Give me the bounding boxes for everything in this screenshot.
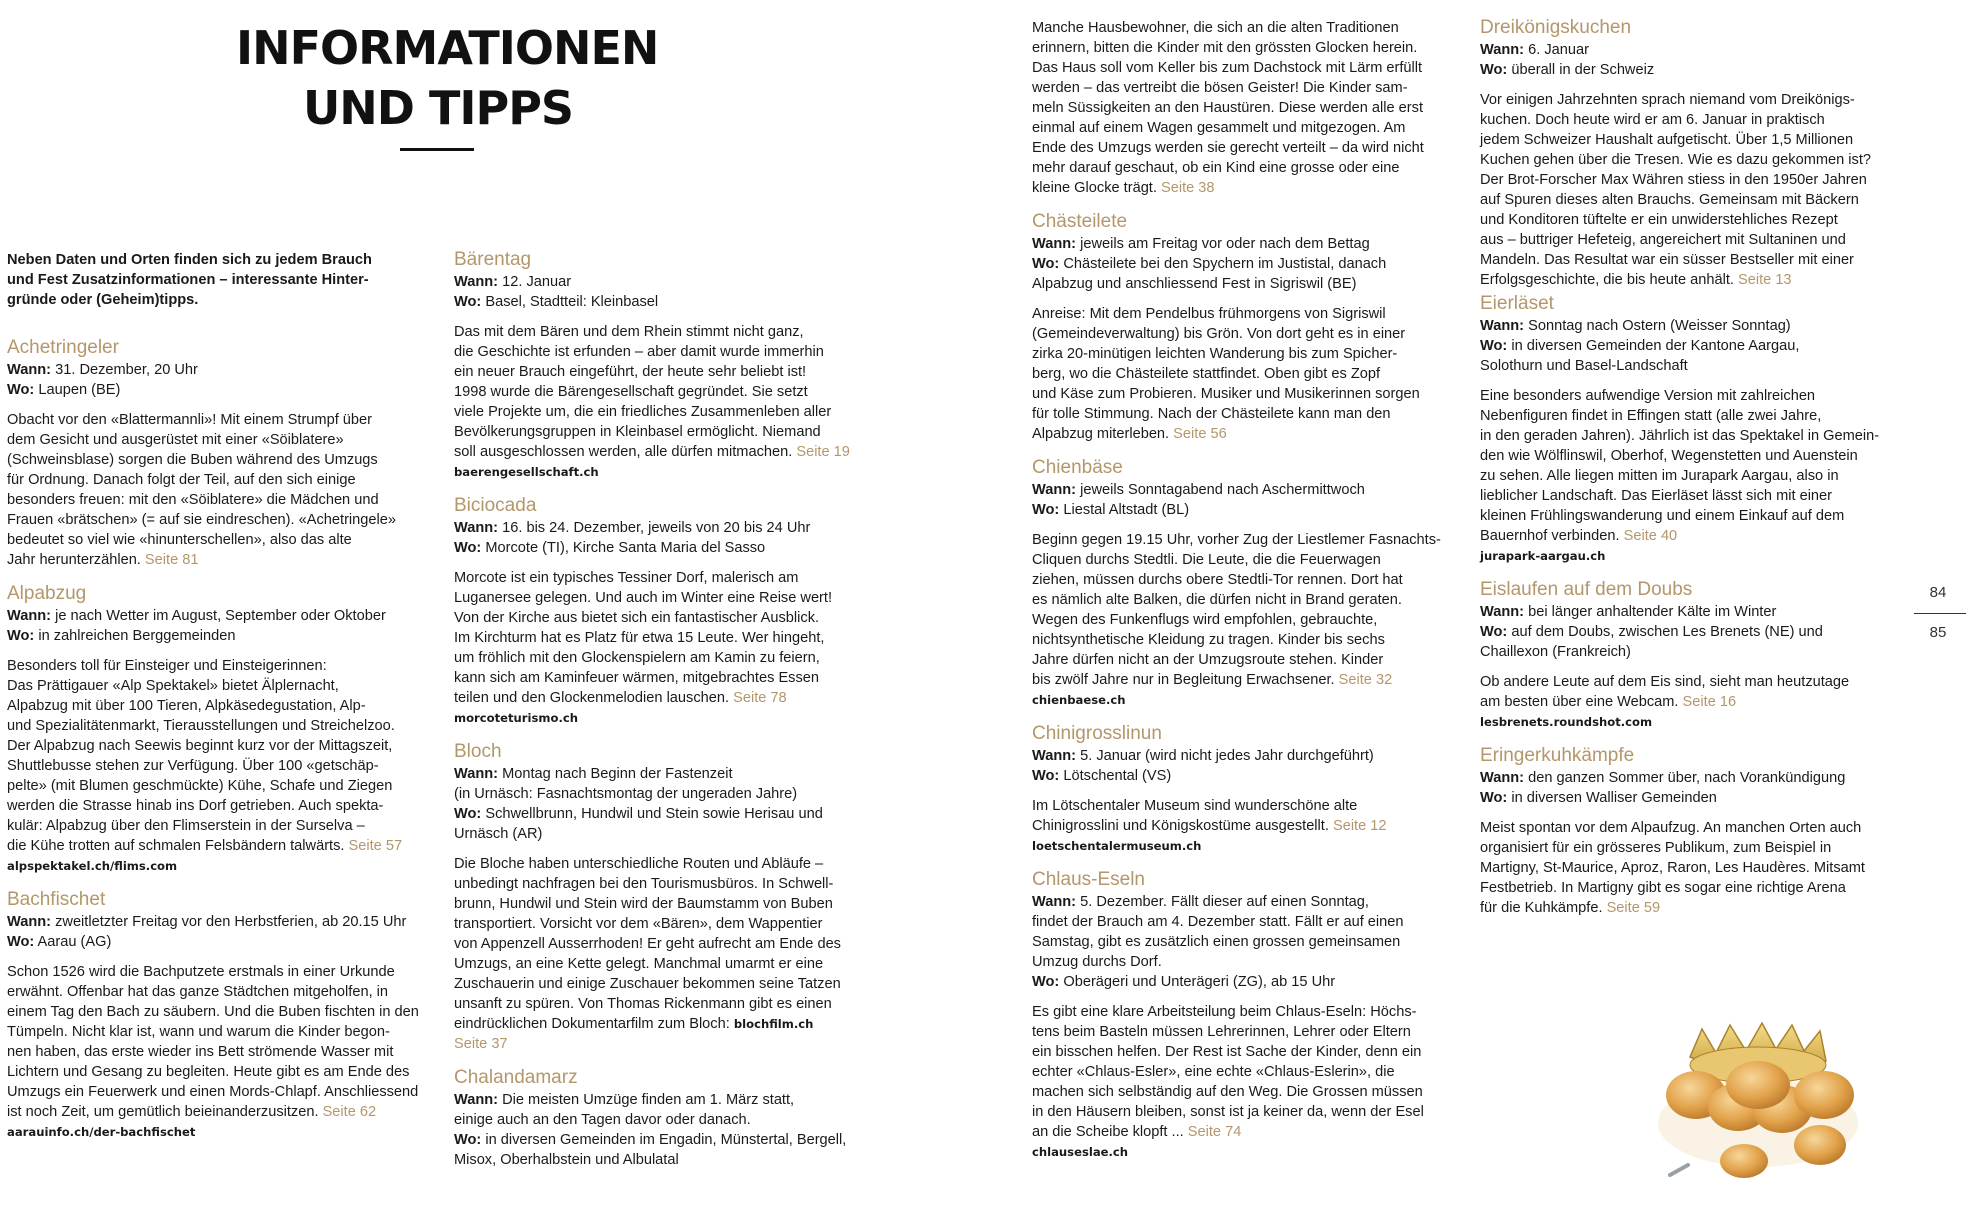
title-line-2: UND TIPPS <box>302 81 574 135</box>
entry-description <box>1032 530 1452 690</box>
when-value: jeweils Sonntagabend nach Aschermittwoch <box>1080 482 1365 498</box>
when-value: bei länger anhaltender Kälte im Winter <box>1528 604 1777 620</box>
description-text: Anreise: Mit dem Pendelbus frühmorgens von Sigriswil (Gemeindeverwaltung) bis Grön. Von dort geht es in einer zirka 20-minütigen leichten Wanderung bis zum Spicher- berg, wo die Chästeilete stattfindet. Oben gibt es Zopf und Käse zum Probieren. Musiker und Musikerinnen sorgen für tolle Stimmung. Nach der Chästeilete kann man den Alpabzug miterleben. <box>1032 306 1420 442</box>
page-reference: Seite 16 <box>1682 694 1737 710</box>
page-number-right: 85 <box>1929 624 1947 641</box>
entry-when <box>1032 746 1452 766</box>
entry-where <box>1480 622 1900 662</box>
page-reference: Seite 62 <box>322 1104 377 1120</box>
where-label: Wo: <box>1480 624 1508 640</box>
where-label: Wo: <box>454 294 482 310</box>
when-value: 5. Januar (wird nicht jedes Jahr durchgeführt) <box>1080 748 1374 764</box>
entry-where <box>454 538 874 558</box>
page-reference: Seite 78 <box>733 690 787 706</box>
description-text: Ob andere Leute auf dem Eis sind, sieht man heutzutage am besten über eine Webcam. <box>1480 674 1850 710</box>
entry-where <box>454 1130 874 1170</box>
where-label: Wo: <box>1032 502 1060 518</box>
entry-when <box>1032 892 1452 972</box>
where-label: Wo: <box>454 1132 482 1148</box>
entry-heading: Chienbäse <box>1032 457 1123 478</box>
entry-eringerkuhkaempfe <box>1480 744 1900 918</box>
where-label: Wo: <box>7 382 35 398</box>
entry-where <box>1032 254 1452 294</box>
entry-where <box>7 380 427 400</box>
website-link[interactable]: jurapark-aargau.ch <box>1480 549 1606 563</box>
entry-description <box>7 656 427 856</box>
when-label: Wann: <box>1480 42 1525 58</box>
page-reference: Seite 13 <box>1738 272 1792 288</box>
entry-where <box>7 932 427 952</box>
when-value: 12. Januar <box>502 274 572 290</box>
entry-description <box>1480 90 1900 290</box>
where-value: in diversen Gemeinden im Engadin, Münstertal, Bergell, Misox, Oberhalbstein und Albulatal <box>454 1132 847 1168</box>
page-reference: Seite 38 <box>1160 180 1215 196</box>
entry-where <box>1480 60 1900 80</box>
entry-where <box>1480 336 1900 376</box>
description-text: Besonders toll für Einsteiger und Einsteigerinnen: Das Prättigauer «Alp Spektakel» bietet Älplernacht, Alpabzug mit über 100 Tieren, Alpkäsedegustation, Alp- und Spezialitätenmarkt, Tierausstellungen und Streichelzoo. Der Alpabzug nach Seewis beginnt kurz vor der Mittagszeit, Shuttlebusse stehen zur Verfügung. Über 100 «getschäp- pelte» (mit Blumen geschmückte) Kühe, Schafe und Ziegen werden die Strasse hinab ins Dorf getrieben. Auch spekta- kulär: Alpabzug über den Flimserstein in der Surselva – die Kühe trotten auf schmalen Felsbändern talwärts. <box>7 658 395 854</box>
entry-alpabzug <box>7 582 427 876</box>
when-label: Wann: <box>1032 482 1077 498</box>
entry-where <box>1032 972 1452 992</box>
when-value: 16. bis 24. Dezember, jeweils von 20 bis 24 Uhr <box>502 520 811 536</box>
where-label: Wo: <box>1032 768 1060 784</box>
where-value: Oberägeri und Unterägeri (ZG), ab 15 Uhr <box>1063 974 1336 990</box>
entry-heading: Chlaus-Eseln <box>1032 869 1145 890</box>
description-text: Schon 1526 wird die Bachputzete erstmals in einer Urkunde erwähnt. Offenbar hat das ganze Städtchen mitgeholfen, in einem Tag den Bach zu säubern. Und die Buben fischten in den Tümpeln. Nicht klar ist, wann und warum die Kinder begon- nen haben, das erste wieder ins Bett strömende Wasser mit Lichtern und Gesang zu begleiten. Heute gibt es am Ende des Umzugs ein Feuerwerk und einen Mords-Chlapf. Anschliessend ist noch Zeit, um gemütlich beieinanderzusitzen. <box>7 964 419 1120</box>
website-link[interactable]: alpspektakel.ch/flims.com <box>7 859 178 873</box>
intro-text: Neben Daten und Orten finden sich zu jedem Brauch und Fest Zusatzinformationen – interessante Hinter- gründe oder (Geheim)tipps. <box>7 252 372 308</box>
page-title <box>236 18 659 138</box>
where-value: überall in der Schweiz <box>1511 62 1655 78</box>
description-text: Eine besonders aufwendige Version mit zahlreichen Nebenfiguren findet in Effingen statt (alle zwei Jahre, in den geraden Jahren). Jährlich ist das Spektakel in Gemein- den wie Wölflinswil, Oberhof, Wegenstetten und Auenstein zu sehen. Alle liegen mitten im Jurapark Aargau, also in lieblicher Landschaft. Das Eierläset lässt sich mit einer kleinen Frühlingswanderung und einem Einkauf auf dem Bauernhof verbinden. <box>1480 388 1880 544</box>
where-value: in diversen Gemeinden der Kantone Aargau, Solothurn und Basel-Landschaft <box>1480 338 1800 374</box>
entry-heading: Bärentag <box>454 249 532 270</box>
entry-when <box>7 912 427 932</box>
entry-where <box>7 626 427 646</box>
description-text: Beginn gegen 19.15 Uhr, vorher Zug der Liestlemer Fasnachts- Cliquen durchs Stedtli. Die Leute, die die Feuerwagen ziehen, müssen durchs obere Stedtli-Tor rennen. Dort hat es nämlich alte Balken, die dürfen nicht in Brand geraten. Wegen des Funkenflugs wird empfohlen, gebrauchte, nichtsynthetische Kleidung zu tragen. Kinder bis sechs Jahre dürfen nicht an der Umzugsroute stehen. Kinder bis zwölf Jahre nur in Begleitung Erwachsener. <box>1032 532 1441 688</box>
entry-chinigrosslinun <box>1032 722 1452 856</box>
website-link[interactable]: loetschentalermuseum.ch <box>1032 839 1202 853</box>
entry-heading: Achetringeler <box>7 337 119 358</box>
where-value: in diversen Walliser Gemeinden <box>1511 790 1717 806</box>
entry-chaesteilete <box>1032 210 1452 444</box>
when-label: Wann: <box>7 608 52 624</box>
entry-chalandamarz-cont <box>1032 18 1452 198</box>
page-reference: Seite 74 <box>1187 1124 1242 1140</box>
where-label: Wo: <box>1032 974 1060 990</box>
where-label: Wo: <box>7 934 35 950</box>
website-link[interactable]: chlauseslae.ch <box>1032 1145 1129 1159</box>
when-label: Wann: <box>1480 604 1525 620</box>
entry-bachfischet <box>7 888 427 1142</box>
entry-heading: Alpabzug <box>7 583 87 604</box>
entry-when <box>1032 480 1452 500</box>
description-text: Manche Hausbewohner, die sich an die alten Traditionen erinnern, bitten die Kinder mit den grössten Glocken herein. Das Haus soll vom Keller bis zum Dachstock mit Lärm erfüllt werden – das vertreibt die bösen Geister! Die Kinder sam- meln Süssigkeiten an den Haustüren. Diese werden alle erst einmal auf einem Wagen gesammelt und mitgezogen. Am Ende des Umzugs werden sie gerecht verteilt – da wird nicht mehr darauf geschaut, ob ein Kind eine grosse oder eine kleine Glocke trägt. <box>1032 20 1424 196</box>
description-text: Morcote ist ein typisches Tessiner Dorf, malerisch am Luganersee gelegen. Und auch im Winter eine Reise wert! Von der Kirche aus bietet sich ein fantastischer Ausblick. Im Kirchturm hat es Platz für etwa 15 Leute. Wer hingeht, um fröhlich mit den Glockenspielern am Kamin zu feiern, kann sich am Kaminfeuer wärmen, mitgebrachtes Essen teilen und den Glockenmelodien lauschen. <box>454 570 833 706</box>
where-value: Schwellbrunn, Hundwil und Stein sowie Herisau und Urnäsch (AR) <box>454 806 823 842</box>
entry-heading: Dreikönigskuchen <box>1480 17 1632 38</box>
entry-where <box>1032 500 1452 520</box>
entry-chalandamarz <box>454 1066 874 1170</box>
entry-biciocada <box>454 494 874 728</box>
entry-when <box>1480 40 1900 60</box>
entry-when <box>454 1090 874 1130</box>
when-value: 6. Januar <box>1528 42 1589 58</box>
entry-description <box>1480 818 1900 918</box>
description-text: Das mit dem Bären und dem Rhein stimmt nicht ganz, die Geschichte ist erfunden – aber damit wurde immerhin ein neuer Brauch eingeführt, der heute sehr beliebt ist! 1998 wurde die Bärengesellschaft gegründet. Sie setzt viele Projekte um, die ein friedliches Zusammenleben aller Bevölkerungsgruppen in Kleinbasel ermöglicht. Niemand soll ausgeschlossen werden, alle dürfen mitmachen. <box>454 324 832 460</box>
when-label: Wann: <box>454 274 499 290</box>
when-value: Sonntag nach Ostern (Weisser Sonntag) <box>1528 318 1791 334</box>
website-link[interactable]: lesbrenets.roundshot.com <box>1480 715 1653 729</box>
page-reference: Seite 57 <box>348 838 403 854</box>
website-link[interactable]: baerengesellschaft.ch <box>454 465 599 479</box>
entry-where <box>1032 766 1452 786</box>
entry-description <box>1480 672 1900 712</box>
entry-description <box>1480 386 1900 546</box>
entry-description <box>7 410 427 570</box>
description-text: Im Lötschentaler Museum sind wunderschöne alte Chinigrosslini und Königskostüme ausgestellt. <box>1032 798 1358 834</box>
entry-achetringeler <box>7 336 427 570</box>
description-text: Vor einigen Jahrzehnten sprach niemand vom Dreikönigs- kuchen. Doch heute wird er am 6. Januar in praktisch jedem Schweizer Haushalt aufgetischt. Über 1,5 Millionen Kuchen gehen über die Tresen. Wie es dazu gekommen ist? Der Brot-Forscher Max Währen stiess in den 1950er Jahren auf Spuren dieses alten Brauchs. Gemeinsam mit Bäckern und Konditoren tüftelte er ein unwiderstehliches Rezept aus – buttriger Hefeteig, angereichert mit Sultaninen und Mandeln. Das Resultat war ein süsser Bestseller mit einer Erfolgsgeschichte, die bis heute anhält. <box>1480 92 1872 288</box>
website-link[interactable]: chienbaese.ch <box>1032 693 1126 707</box>
entry-heading: Chinigrosslinun <box>1032 723 1162 744</box>
where-label: Wo: <box>454 806 482 822</box>
entry-heading: Eierläset <box>1480 293 1554 314</box>
when-value: Montag nach Beginn der Fastenzeit (in Urnäsch: Fasnachtsmontag der ungeraden Jahre) <box>454 766 798 802</box>
where-value: Laupen (BE) <box>38 382 121 398</box>
dreikoenigskuchen-illustration <box>1630 1015 1870 1193</box>
where-label: Wo: <box>1480 790 1508 806</box>
when-value: den ganzen Sommer über, nach Vorankündigung <box>1528 770 1846 786</box>
where-value: Liestal Altstadt (BL) <box>1063 502 1190 518</box>
entry-heading: Chalandamarz <box>454 1067 578 1088</box>
where-value: Chästeilete bei den Spychern im Justistal, danach Alpabzug und anschliessend Fest in Sigriswil (BE) <box>1032 256 1387 292</box>
entry-when <box>454 764 874 804</box>
entry-when <box>1480 768 1900 788</box>
entry-baerentag <box>454 248 874 482</box>
entry-heading: Chästeilete <box>1032 211 1128 232</box>
entry-heading: Eislaufen auf dem Doubs <box>1480 579 1693 600</box>
where-label: Wo: <box>454 540 482 556</box>
when-label: Wann: <box>1480 318 1525 334</box>
page-reference: Seite 12 <box>1332 818 1387 834</box>
where-value: auf dem Doubs, zwischen Les Brenets (NE) und Chaillexon (Frankreich) <box>1480 624 1823 660</box>
entry-eislaufen <box>1480 578 1900 732</box>
where-value: Lötschental (VS) <box>1063 768 1172 784</box>
page-number-left: 84 <box>1929 584 1947 601</box>
description-text: Obacht vor den «Blattermannli»! Mit einem Strumpf über dem Gesicht und ausgerüstet mit einer «Söiblatere» (Schweinsblase) sorgen die Buben während des Umzugs für Ordnung. Danach folgt der Teil, auf den sich einige besonders freuen: mit den «Söiblatere» die Mädchen und Frauen «brätschen» (= auf sie eindreschen). «Achetringele» bedeutet so viel wie «hinunterschellen», also das alte Jahr herunterzählen. <box>7 412 397 568</box>
when-value: 5. Dezember. Fällt dieser auf einen Sonntag, findet der Brauch am 4. Dezember statt. Fällt er auf einen Samstag, gibt es zusätzlich einen grossen gemeinsamen Umzug durchs Dorf. <box>1032 894 1404 970</box>
when-label: Wann: <box>1480 770 1525 786</box>
entry-when <box>1480 316 1900 336</box>
where-value: Morcote (TI), Kirche Santa Maria del Sasso <box>485 540 766 556</box>
entry-heading: Bloch <box>454 741 502 762</box>
entry-chlaus-eseln <box>1032 868 1452 1162</box>
entry-when <box>454 272 874 292</box>
page-reference: Seite 32 <box>1338 672 1393 688</box>
column-4 <box>1480 16 1900 918</box>
page-reference: Seite 19 <box>796 444 850 460</box>
where-label: Wo: <box>1032 256 1060 272</box>
entry-when <box>1480 602 1900 622</box>
entry-description <box>1032 18 1452 198</box>
page-reference: Seite 56 <box>1173 426 1227 442</box>
title-line-1: INFORMATIONEN <box>236 21 659 75</box>
website-link[interactable]: aarauinfo.ch/der-bachfischet <box>7 1125 196 1139</box>
when-value: je nach Wetter im August, September oder Oktober <box>55 608 386 624</box>
when-label: Wann: <box>1032 894 1077 910</box>
when-label: Wann: <box>454 520 499 536</box>
entry-where <box>454 804 874 844</box>
entry-where <box>454 292 874 312</box>
description-text: Es gibt eine klare Arbeitsteilung beim Chlaus-Eseln: Höchs- tens beim Basteln müssen Lehrerinnen, Lehrer oder Eltern ein bisschen helfen. Der Rest ist Sache der Kinder, denn ein echter «Chlaus-Esler», eine echte «Chlaus-Eslerin», die machen sich selbständig auf den Weg. Die Grossen müssen in den Häusern bleiben, sonst ist ja keiner da, wenn der Esel an die Scheibe klopft ... <box>1032 1004 1424 1140</box>
page-number-divider <box>1914 613 1966 614</box>
column-2 <box>454 248 874 1170</box>
column-3 <box>1032 18 1452 1162</box>
when-value: jeweils am Freitag vor oder nach dem Bettag <box>1080 236 1370 252</box>
when-label: Wann: <box>1032 748 1077 764</box>
entry-when <box>1032 234 1452 254</box>
where-value: in zahlreichen Berggemeinden <box>38 628 236 644</box>
when-label: Wann: <box>7 914 52 930</box>
entry-chienbaese <box>1032 456 1452 710</box>
entry-description <box>454 854 874 1054</box>
entry-when <box>7 606 427 626</box>
entry-description <box>1032 1002 1452 1142</box>
where-value: Aarau (AG) <box>37 934 112 950</box>
where-label: Wo: <box>7 628 35 644</box>
entry-bloch <box>454 740 874 1054</box>
when-value: zweitletzter Freitag vor den Herbstferien, ab 20.15 Uhr <box>55 914 407 930</box>
where-label: Wo: <box>1480 338 1508 354</box>
entry-description <box>1032 796 1452 836</box>
page-reference: Seite 59 <box>1606 900 1661 916</box>
entry-heading: Biciocada <box>454 495 537 516</box>
when-label: Wann: <box>1032 236 1077 252</box>
entry-when <box>454 518 874 538</box>
page-reference: Seite 37 <box>454 1036 508 1052</box>
entry-when <box>7 360 427 380</box>
website-link[interactable]: morcoteturismo.ch <box>454 711 578 725</box>
when-label: Wann: <box>454 766 499 782</box>
entry-description <box>1032 304 1452 444</box>
when-value: Die meisten Umzüge finden am 1. März statt, einige auch an den Tagen davor oder danach. <box>454 1092 795 1128</box>
entry-dreikoenigskuchen <box>1480 16 1900 290</box>
entry-description <box>7 962 427 1122</box>
entry-heading: Eringerkuhkämpfe <box>1480 745 1635 766</box>
when-value: 31. Dezember, 20 Uhr <box>55 362 198 378</box>
title-rule <box>400 148 474 151</box>
entry-heading: Bachfischet <box>7 889 106 910</box>
entry-description <box>454 322 874 462</box>
page-reference: Seite 81 <box>144 552 199 568</box>
when-label: Wann: <box>454 1092 499 1108</box>
description-text: Meist spontan vor dem Alpaufzug. An manchen Orten auch organisiert für ein grösseres Publikum, zum Beispiel in Martigny, St-Maurice, Aproz, Raron, Les Haudères. Mitsamt Festbetrieb. In Martigny gibt es sogar eine richtige Arena für die Kuhkämpfe. <box>1480 820 1865 916</box>
where-label: Wo: <box>1480 62 1508 78</box>
when-label: Wann: <box>7 362 52 378</box>
column-1 <box>7 250 427 1142</box>
entry-where <box>1480 788 1900 808</box>
entry-description <box>454 568 874 708</box>
inline-link[interactable]: blochfilm.ch <box>733 1017 814 1031</box>
description-text: Die Bloche haben unterschiedliche Routen und Abläufe – unbedingt nachfragen bei den Tourismusbüros. In Schwell- brunn, Hundwil und Stein wird der Baumstamm von Buben transportiert. Vorsicht vor dem «Bären», dem Wappentier von Appenzell Ausserrhoden! Er geht aufrecht am Ende des Umzugs, an eine Kette gelegt. Manchmal umarmt er eine Zuschauerin und einige Zuschauer bekommen seine Tatzen unsanft zu spüren. Von Thomas Rickenmann gibt es einen eindrücklichen Dokumentarfilm zum Bloch: <box>454 856 841 1032</box>
page-reference: Seite 40 <box>1623 528 1678 544</box>
entry-eierlaeset <box>1480 292 1900 566</box>
where-value: Basel, Stadtteil: Kleinbasel <box>485 294 659 310</box>
